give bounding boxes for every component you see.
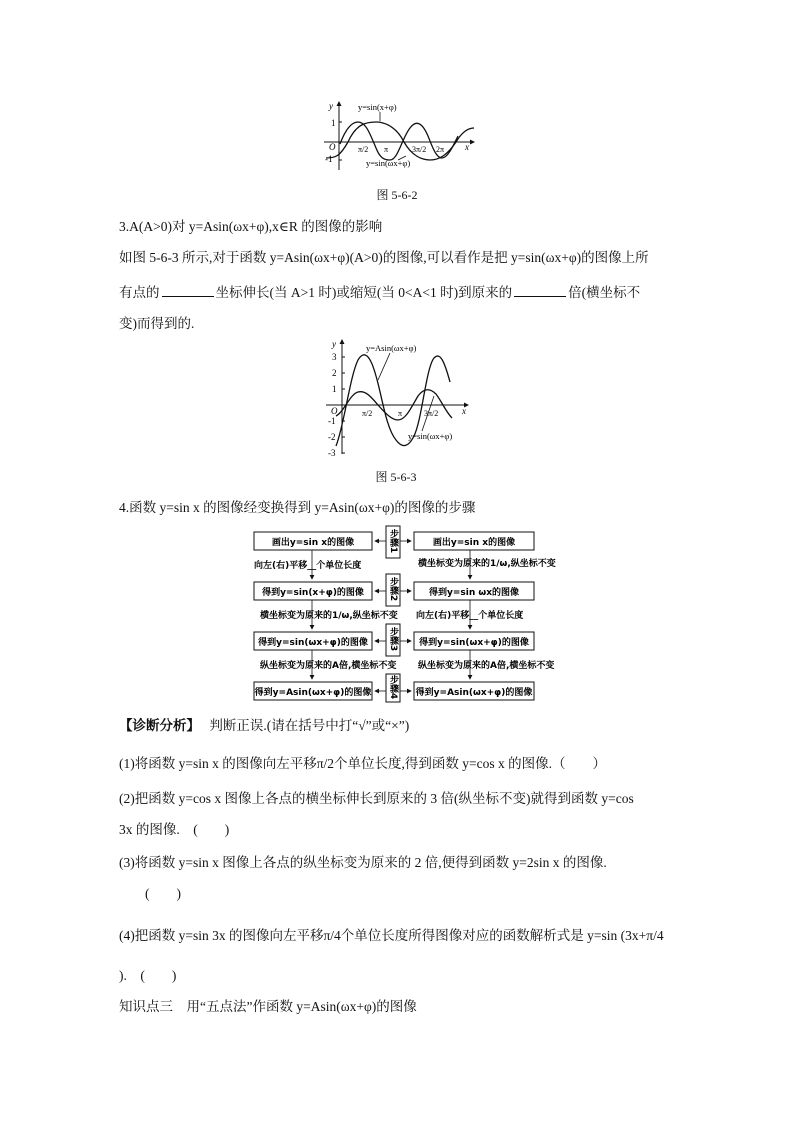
right-step4-text: 得到y=Asin(ωx+φ)的图像 [415, 688, 533, 698]
y-tick-1: 1 [332, 384, 337, 394]
y-tick-2: 2 [332, 368, 337, 378]
diagnosis-header [119, 717, 409, 735]
left-step3-text: 得到y=sin(ωx+φ)的图像 [258, 638, 368, 648]
right-transform-1: 横坐标变为原来的1/ω,纵坐标不变 [418, 559, 556, 569]
right-step1-text: 画出y=sin x的图像 [432, 538, 516, 548]
y-tick-neg1: -1 [328, 416, 336, 426]
right-transform-2: 向左(右)平移__个单位长度 [416, 611, 524, 621]
section-3-line2-c: 倍(横坐标不 [568, 285, 641, 300]
origin-label: O [329, 142, 336, 152]
y-tick-neg3: -3 [328, 448, 336, 458]
figure-5-6-3 [322, 336, 472, 458]
left-step1-text: 画出y=sin x的图像 [271, 538, 355, 548]
figure-caption-5-6-2: 图 5-6-2 [376, 188, 418, 202]
question-2-line2: 3x 的图像. ( ) [119, 822, 230, 837]
step-label-1: 步骤1 [388, 528, 398, 554]
label-A-sin: y=Asin(ωx+φ) [366, 343, 417, 353]
diagnosis-title: 【诊断分析】 [119, 718, 200, 733]
label-sin-x-phi: y=sin(x+φ) [358, 102, 397, 112]
question-4-line1: (4)把函数 y=sin 3x 的图像向左平移π/4个单位长度所得图像对应的函数解析式是 y=sin (3x+π/4 [119, 928, 664, 943]
figure-caption-5-6-3: 图 5-6-3 [375, 470, 417, 484]
step-label-2: 步骤2 [388, 576, 398, 602]
left-step2-text: 得到y=sin(x+φ)的图像 [262, 588, 364, 598]
transform-flowchart [252, 528, 556, 702]
knowledge-point-3-heading: 知识点三 用“五点法”作函数 y=Asin(ωx+φ)的图像 [119, 999, 417, 1014]
left-step4-text: 得到y=Asin(ωx+φ)的图像 [254, 688, 372, 698]
figure-5-6-2 [318, 98, 480, 172]
x-tick-pi: π [398, 409, 403, 418]
section-3-line3: 变)而得到的. [119, 316, 195, 331]
question-3-line1: (3)将函数 y=sin x 图像上各点的纵坐标变为原来的 2 倍,便得到函数 y=2sin x 的图像. [119, 855, 607, 870]
x-axis-label: x [462, 406, 466, 416]
x-tick-3pi-half: 3π/2 [424, 409, 439, 418]
section-3-line2-b: 坐标伸长(当 A>1 时)或缩短(当 0<A<1 时)到原来的 [215, 285, 513, 300]
origin-label: O [331, 406, 338, 416]
section-3-line1: 如图 5-6-3 所示,对于函数 y=Asin(ωx+φ)(A>0)的图像,可以看作是把 y=sin(ωx+φ)的图像上所 [119, 250, 649, 265]
diagnosis-instruction: 判断正误.(请在括号中打“√”或“×”) [209, 718, 410, 733]
right-step2-text: 得到y=sin ωx的图像 [428, 588, 520, 598]
y-tick-1: 1 [331, 118, 336, 128]
blank-2[interactable] [514, 284, 566, 297]
section-4-heading: 4.函数 y=sin x 的图像经变换得到 y=Asin(ωx+φ)的图像的步骤 [119, 500, 476, 515]
left-transform-2: 横坐标变为原来的1/ω,纵坐标不变 [260, 611, 398, 621]
left-transform-1: 向左(右)平移__个单位长度 [254, 561, 362, 571]
x-tick-pi: π [384, 145, 389, 154]
section-3-heading: 3.A(A>0)对 y=Asin(ωx+φ),x∈R 的图像的影响 [119, 219, 383, 234]
section-3-line2 [119, 284, 640, 302]
label-sin-omega-x-phi: y=sin(ωx+φ) [366, 158, 411, 168]
step-label-3: 步骤3 [388, 626, 398, 652]
right-transform-3: 纵坐标变为原来的A倍,横坐标不变 [418, 661, 555, 671]
step-label-4: 步骤4 [388, 674, 398, 700]
right-step3-text: 得到y=sin(ωx+φ)的图像 [419, 638, 529, 648]
y-tick-3: 3 [332, 352, 337, 362]
blank-1[interactable] [162, 284, 214, 297]
x-tick-2pi: 2π [436, 145, 445, 154]
question-1: (1)将函数 y=sin x 的图像向左平移π/2个单位长度,得到函数 y=cos x 的图像.（ ） [119, 756, 607, 771]
x-axis-label: x [465, 142, 469, 152]
x-tick-3pi-half: 3π/2 [412, 145, 427, 154]
y-axis-label: y [332, 339, 336, 349]
y-tick-neg2: -2 [328, 432, 336, 442]
label-sin: y=sin(ωx+φ) [408, 431, 453, 441]
question-2-line1: (2)把函数 y=cos x 图像上各点的横坐标伸长到原来的 3 倍(纵坐标不变)就得到函数 y=cos [119, 791, 634, 806]
x-tick-pi-half: π/2 [362, 409, 373, 418]
left-transform-3: 纵坐标变为原来的A倍,横坐标不变 [260, 661, 397, 671]
y-tick-neg1: -1 [325, 154, 333, 164]
x-tick-pi-half: π/2 [358, 145, 369, 154]
section-3-line2-a: 有点的 [119, 285, 160, 300]
question-4-line2: ). ( ) [119, 968, 177, 983]
y-axis-label: y [329, 101, 333, 111]
question-3-line2: ( ) [145, 886, 181, 901]
